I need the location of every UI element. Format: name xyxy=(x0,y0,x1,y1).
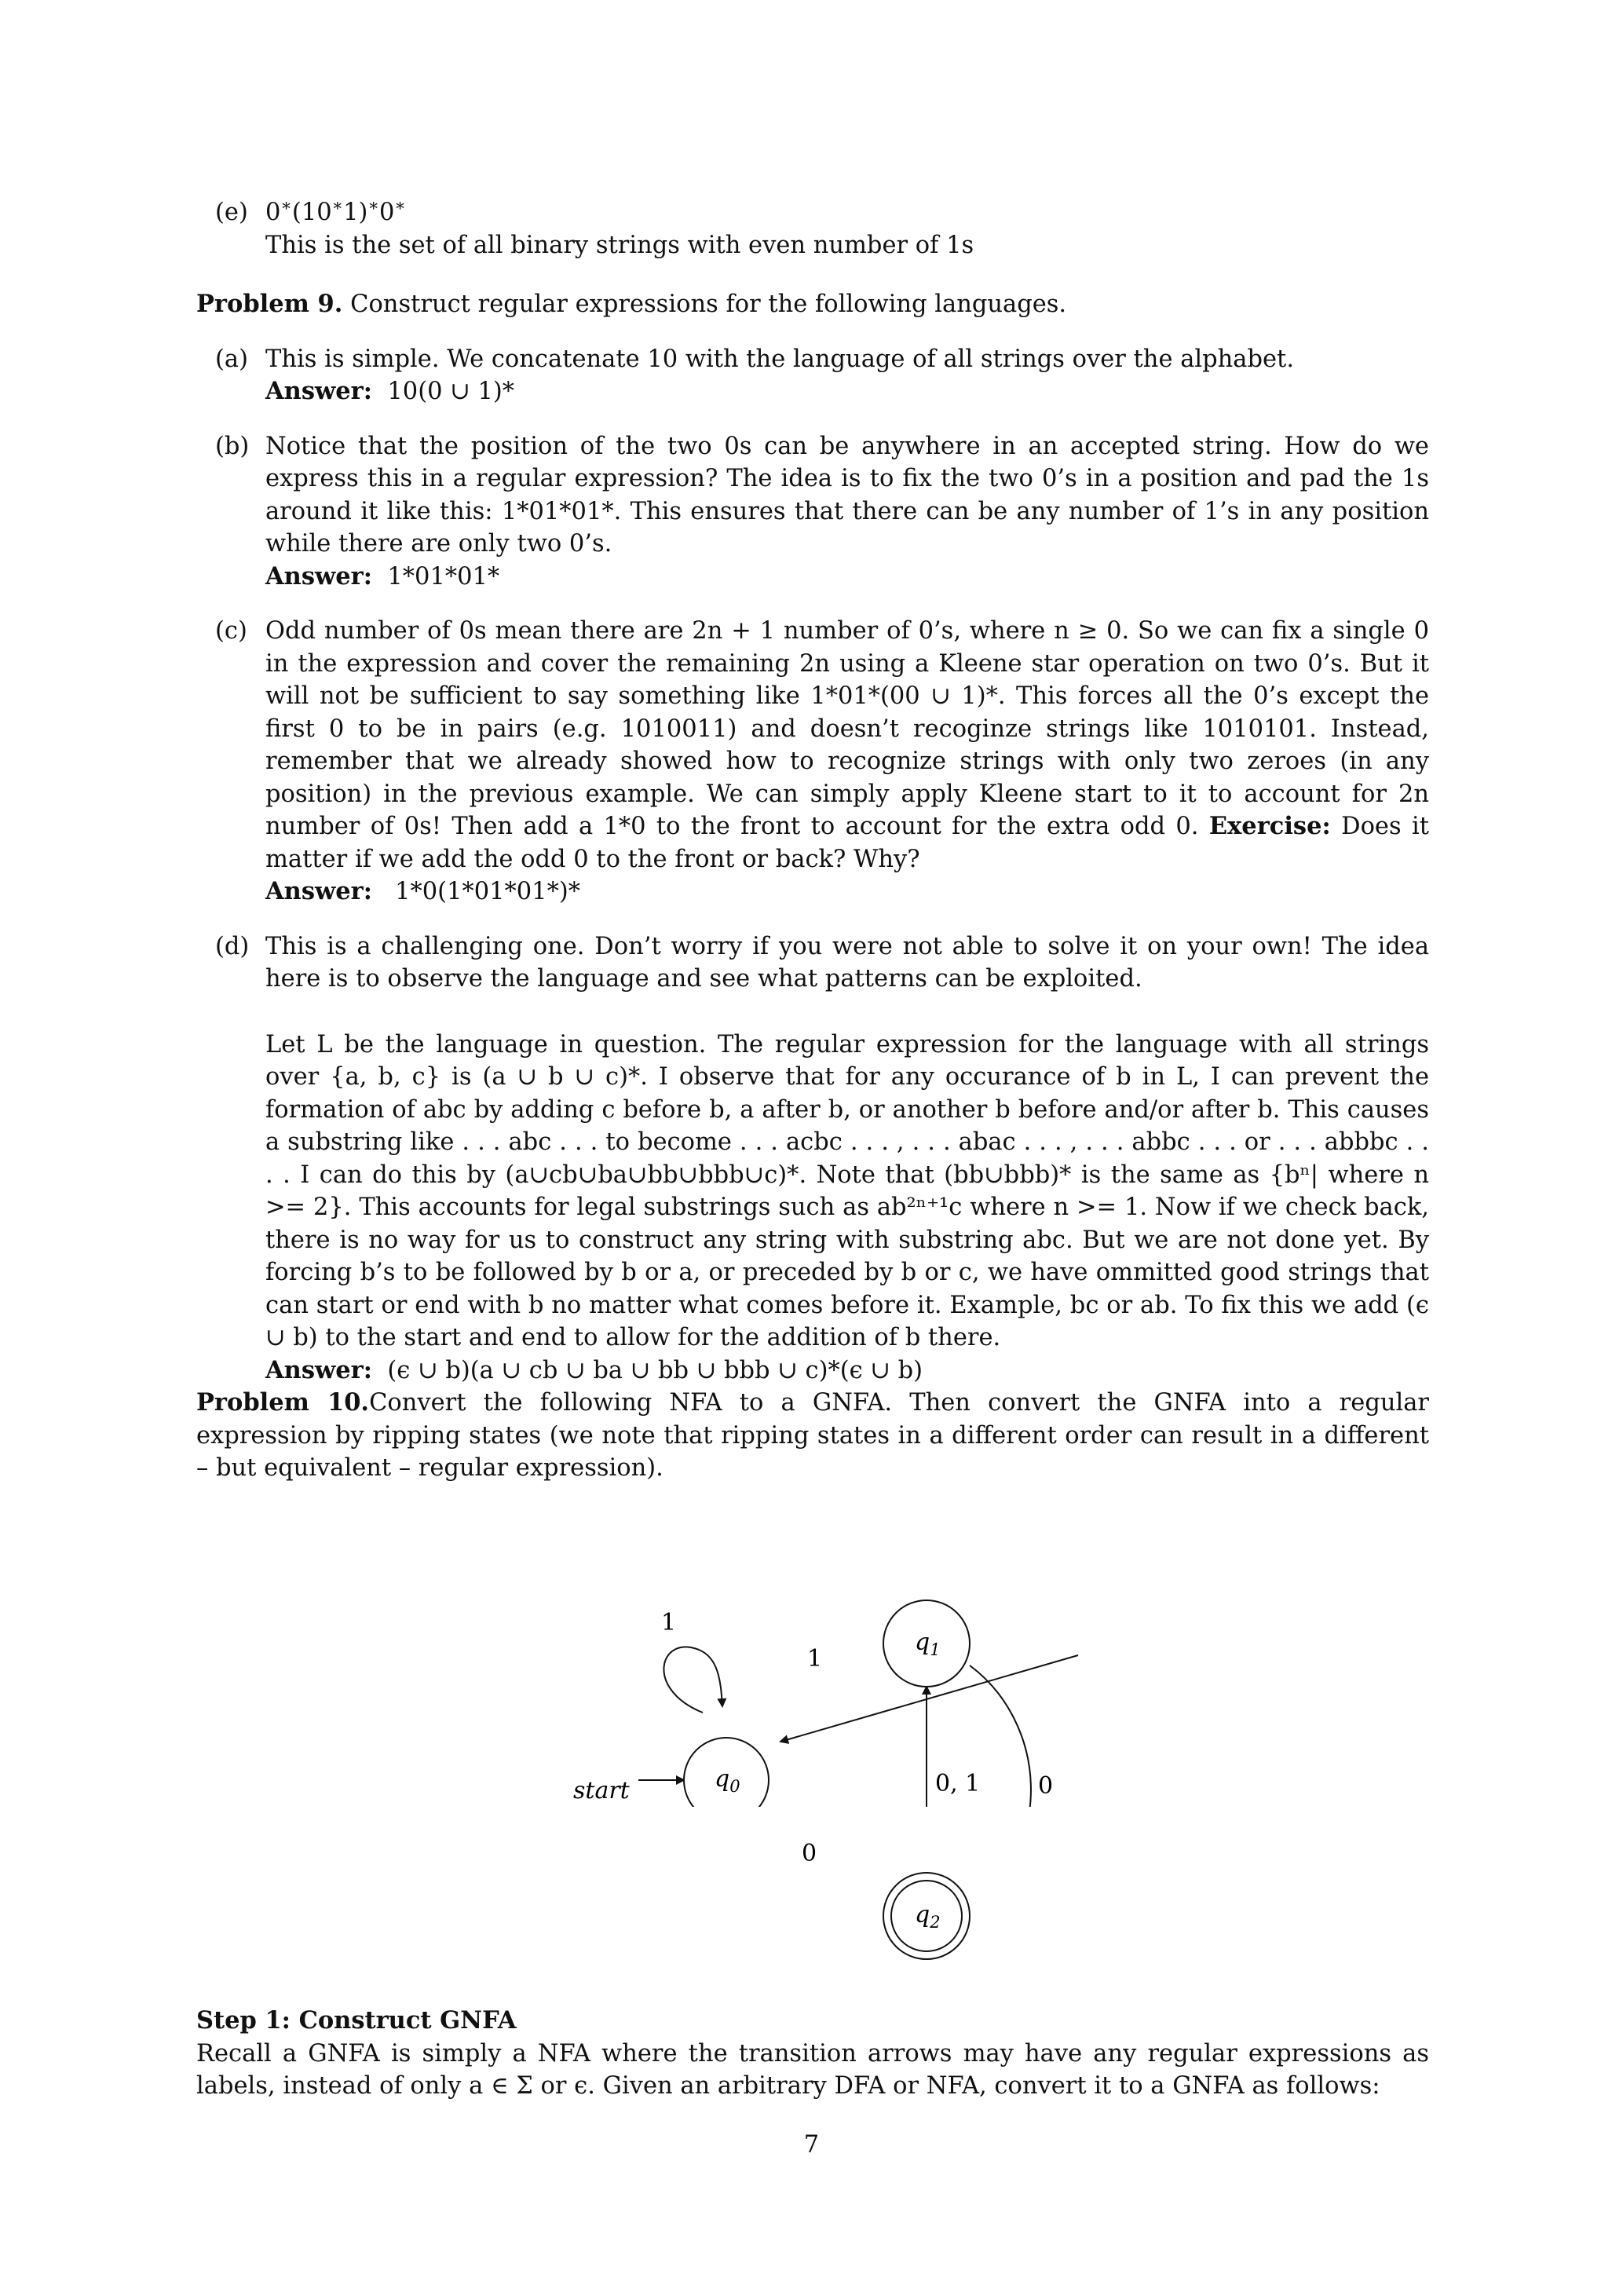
answer-label: Answer: xyxy=(265,1355,372,1384)
item-a-text: This is simple. We concatenate 10 with the language of all strings over the alphabet. xyxy=(265,345,1295,373)
item-b-text: Notice that the position of the two 0s can be anywhere in an accepted string. How do we express this in a regular expression? The idea is to fix the two 0’s in a position and pad the 1s around it like this: 1*01*01*. This ensures that there can be any number of 1’s in any position while there are only two 0’s. xyxy=(265,432,1429,558)
item-c-label: (c) xyxy=(215,617,247,645)
edge-label-q1-q0: 1 xyxy=(807,1644,823,1673)
problem9-header xyxy=(196,288,1429,321)
item-c-text: Odd number of 0s mean there are 2n + 1 number of 0’s, where n ≥ 0. So we can fix a single 0 in the expression and cover the remaining 2n using a Kleene star operation on two 0’s. But it will not be sufficient to say something like 1*01*(00 ∪ 1)*. This forces all the 0’s except the first 0 to be in pairs (e.g. 1010011) and doesn’t recoginze strings like 1010101. Instead, remember that we already showed how to recognize strings with only two zeroes (in any position) in the previous example. We can simply apply Kleene start to it to account for 2n number of 0s! Then add a 1*0 to the front to account for the extra odd 0. xyxy=(265,617,1429,840)
problem10-paragraph xyxy=(196,1387,1429,1485)
state-q0 xyxy=(684,1738,769,1807)
item-e xyxy=(196,196,1429,261)
problem9-intro: Construct regular expressions for the following languages. xyxy=(350,291,1067,318)
svg-text:q1: $q_1$ xyxy=(915,1628,941,1659)
item-a-label: (a) xyxy=(215,345,248,373)
item-b-label: (b) xyxy=(215,432,250,460)
item-a-answer-line xyxy=(265,375,1429,408)
item-e-expression: 0∗(10∗1)∗0∗ xyxy=(265,196,406,226)
step1-section xyxy=(196,2005,1429,2103)
svg-text:q0: $q_0$ xyxy=(715,1764,740,1796)
item-d-answer: (ϵ ∪ b)(a ∪ cb ∪ ba ∪ bb ∪ bbb ∪ c)*(ϵ ∪ b) xyxy=(387,1356,923,1384)
problem10-text: Convert the following NFA to a GNFA. Then convert the GNFA into a regular expression by ripping states (we note that ripping states in a different order can result in a different – but equivalent – regular expression). xyxy=(196,1389,1429,1482)
edge-label-q0-q0: 1 xyxy=(661,1608,677,1636)
item-c-answer-line xyxy=(265,876,1429,909)
item-d-label: (d) xyxy=(215,932,250,960)
exercise-label: Exercise: xyxy=(1208,812,1331,840)
item-c-text-block xyxy=(265,615,1429,876)
answer-label: Answer: xyxy=(265,877,372,905)
edge-label-q2-q1: 0, 1 xyxy=(935,1769,981,1797)
item-b-answer: 1*01*01* xyxy=(387,562,500,590)
problem9-item-a xyxy=(196,343,1429,408)
edge-q0-q0 xyxy=(663,1647,722,1713)
state-q2 xyxy=(883,1873,970,1959)
page-content xyxy=(196,196,1429,1807)
problem9-heading: Problem 9. xyxy=(196,290,343,318)
problem9-item-b xyxy=(196,430,1429,594)
edge-label-q0-q2: 0 xyxy=(802,1840,817,1867)
nfa-diagram xyxy=(196,1548,1429,1807)
edge-label-q1-q2: 0 xyxy=(1038,1771,1054,1800)
item-d-body: Let L be the language in question. The regular expression for the language with all strings over {a, b, c} is (a ∪ b ∪ c)*. I observe that for any occurance of b in L, I can prevent the formation of abc by adding c before b, a after b, or another b before and/or after b. This causes a substring like . . . abc . . . to become . . . acbc . . . , . . . abac . . . , . . . abbc . . . or . . . abbbc . . . . I can do this by (a∪cb∪ba∪bb∪bbb∪c)*. Note that (bb∪bbb)* is the same as {bⁿ| where n >= 2}. This accounts for legal substrings such as ab²ⁿ⁺¹c where n >= 1. Now if we check back, there is no way for us to construct any string with substring abc. But we are not done yet. By forcing b’s to be followed by b or a, or preceded by b or c, we have ommitted good strings that can start or end with b no matter what comes before it. Example, bc or ab. To fix this we add (ϵ ∪ b) to the start and end to allow for the addition of b there. xyxy=(265,1030,1429,1351)
item-c-exercise: Does it matter if we add the odd 0 to the front or back? Why? xyxy=(265,813,1429,873)
step1-text: Recall a GNFA is simply a NFA where the transition arrows may have any regular expressions as labels, instead of only a ∈ Σ or ϵ. Given an arbitrary DFA or NFA, convert it to a GNFA as follows: xyxy=(196,2039,1429,2100)
svg-text:q2: $q_2$ xyxy=(915,1901,941,1932)
step1-heading: Step 1: Construct GNFA xyxy=(196,2006,517,2035)
problem9-item-d xyxy=(196,930,1429,1387)
state-q1 xyxy=(883,1600,970,1687)
item-d-intro: This is a challenging one. Don’t worry if you were not able to solve it on your own! The idea here is to observe the language and see what patterns can be exploited. xyxy=(265,932,1429,993)
start-label: start xyxy=(573,1776,630,1804)
answer-label: Answer: xyxy=(265,377,372,405)
item-d-answer-line xyxy=(265,1355,1429,1387)
answer-label: Answer: xyxy=(265,561,372,590)
item-b-answer-line xyxy=(265,561,1429,594)
problem9-item-c xyxy=(196,615,1429,909)
item-e-text: This is the set of all binary strings with even number of 1s xyxy=(265,231,974,259)
item-c-answer: 1*0(1*01*01*)* xyxy=(395,878,580,905)
page-number: 7 xyxy=(803,2131,820,2159)
item-e-label: (e) xyxy=(215,199,248,226)
problem10-heading: Problem 10. xyxy=(196,1388,370,1417)
nfa-diagram-lower xyxy=(196,1806,1429,1963)
item-a-answer: 10(0 ∪ 1)* xyxy=(387,378,515,405)
